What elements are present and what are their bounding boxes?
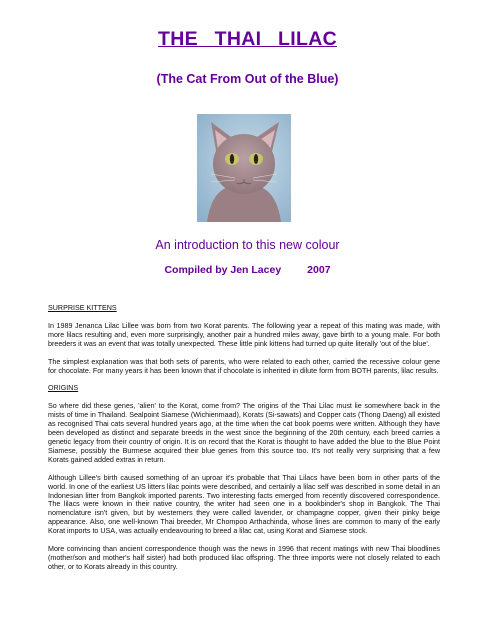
paragraph: The simplest explanation was that both sets of parents, who were related to each other, carried the recessive colour gene for chocolate. For many years it has been known that if chocolate is inherited in dilute form from BOTH parents, lilac results.: [48, 357, 440, 375]
document-title: THE THAI LILAC: [158, 28, 337, 50]
section-heading-surprise-kittens: SURPRISE KITTENS: [48, 304, 117, 312]
compiled-year: 2007: [307, 264, 331, 276]
paragraph: In 1989 Jenanca Lilac Lillee was born from two Korat parents. The following year a repeat of this mating was made, with more lilacs resulting and, even more surprisingly, another pair a hundred miles away, gave birth to a young male. For both breeders it was an event that was totally unexpected. These little pink kittens had turned up quite literally 'out of the blue'.: [48, 321, 440, 348]
intro-heading: An introduction to this new colour: [155, 238, 340, 252]
compiled-by-text: Compiled by Jen Lacey: [164, 264, 282, 276]
section-heading-origins: ORIGINS: [48, 384, 79, 393]
paragraph: So where did these genes, 'alien' to the Korat, come from? The origins of the Thai Lilac must lie somewhere back in the mists of time in Thailand. Sealpoint Siamese (Wichienmaad), Korats (Si-sawats) and Copper cats (Thong Daeng) all existed as recognised Thai cats several hundred years ago, at the time when the cat book poems were written. Although they have been developed as distinct and separate breeds in the west since the beginning of the 20th century, each breed carries a genetic legacy from their country of origin. It is on record that the Korat is thought to have added the blue to the Blue Point Siamese, possibly the Burmese acquired their blue genes from this source too. It's not really very surprising that a few Korats gained added extras in return.: [48, 402, 440, 464]
paragraph: Although Lillee's birth caused something of an uproar it's probable that Thai Lilacs have been born in other parts of the world. In one of the earliest US litters lilac points were described, and certainly a lilac self was described in some detail in an Indonesian litter from Bangkok imported parents. Two interesting facts emerged from recently discovered correspondence. The lilacs were known in their native country, the writer had seen one in a bookbinder's shop in Bangkok. The Thai nomenclature isn't given, but by westerners they were called lavender, or champagne copper, given their pinky beige appearance. Also, one well-known Thai breeder, Mr Chompoo Arthachinda, whose lines are common to many of the early Korat imports to USA, was actually endeavouring to breed a lilac cat, using Korat and Siamese stock.: [48, 473, 440, 536]
lilac-cat-photo: [197, 114, 291, 222]
paragraph: More convincing than ancient correspondence though was the news in 1996 that recent matings with new Thai bloodlines (mother/son and mother's half sister) had both produced lilac offspring. The three imports were not closely related to each other, or to Korats already in this country.: [48, 545, 440, 571]
document-subtitle: (The Cat From Out of the Blue): [156, 72, 339, 86]
compiled-by-line: [0, 264, 495, 276]
document-body: [48, 304, 440, 581]
